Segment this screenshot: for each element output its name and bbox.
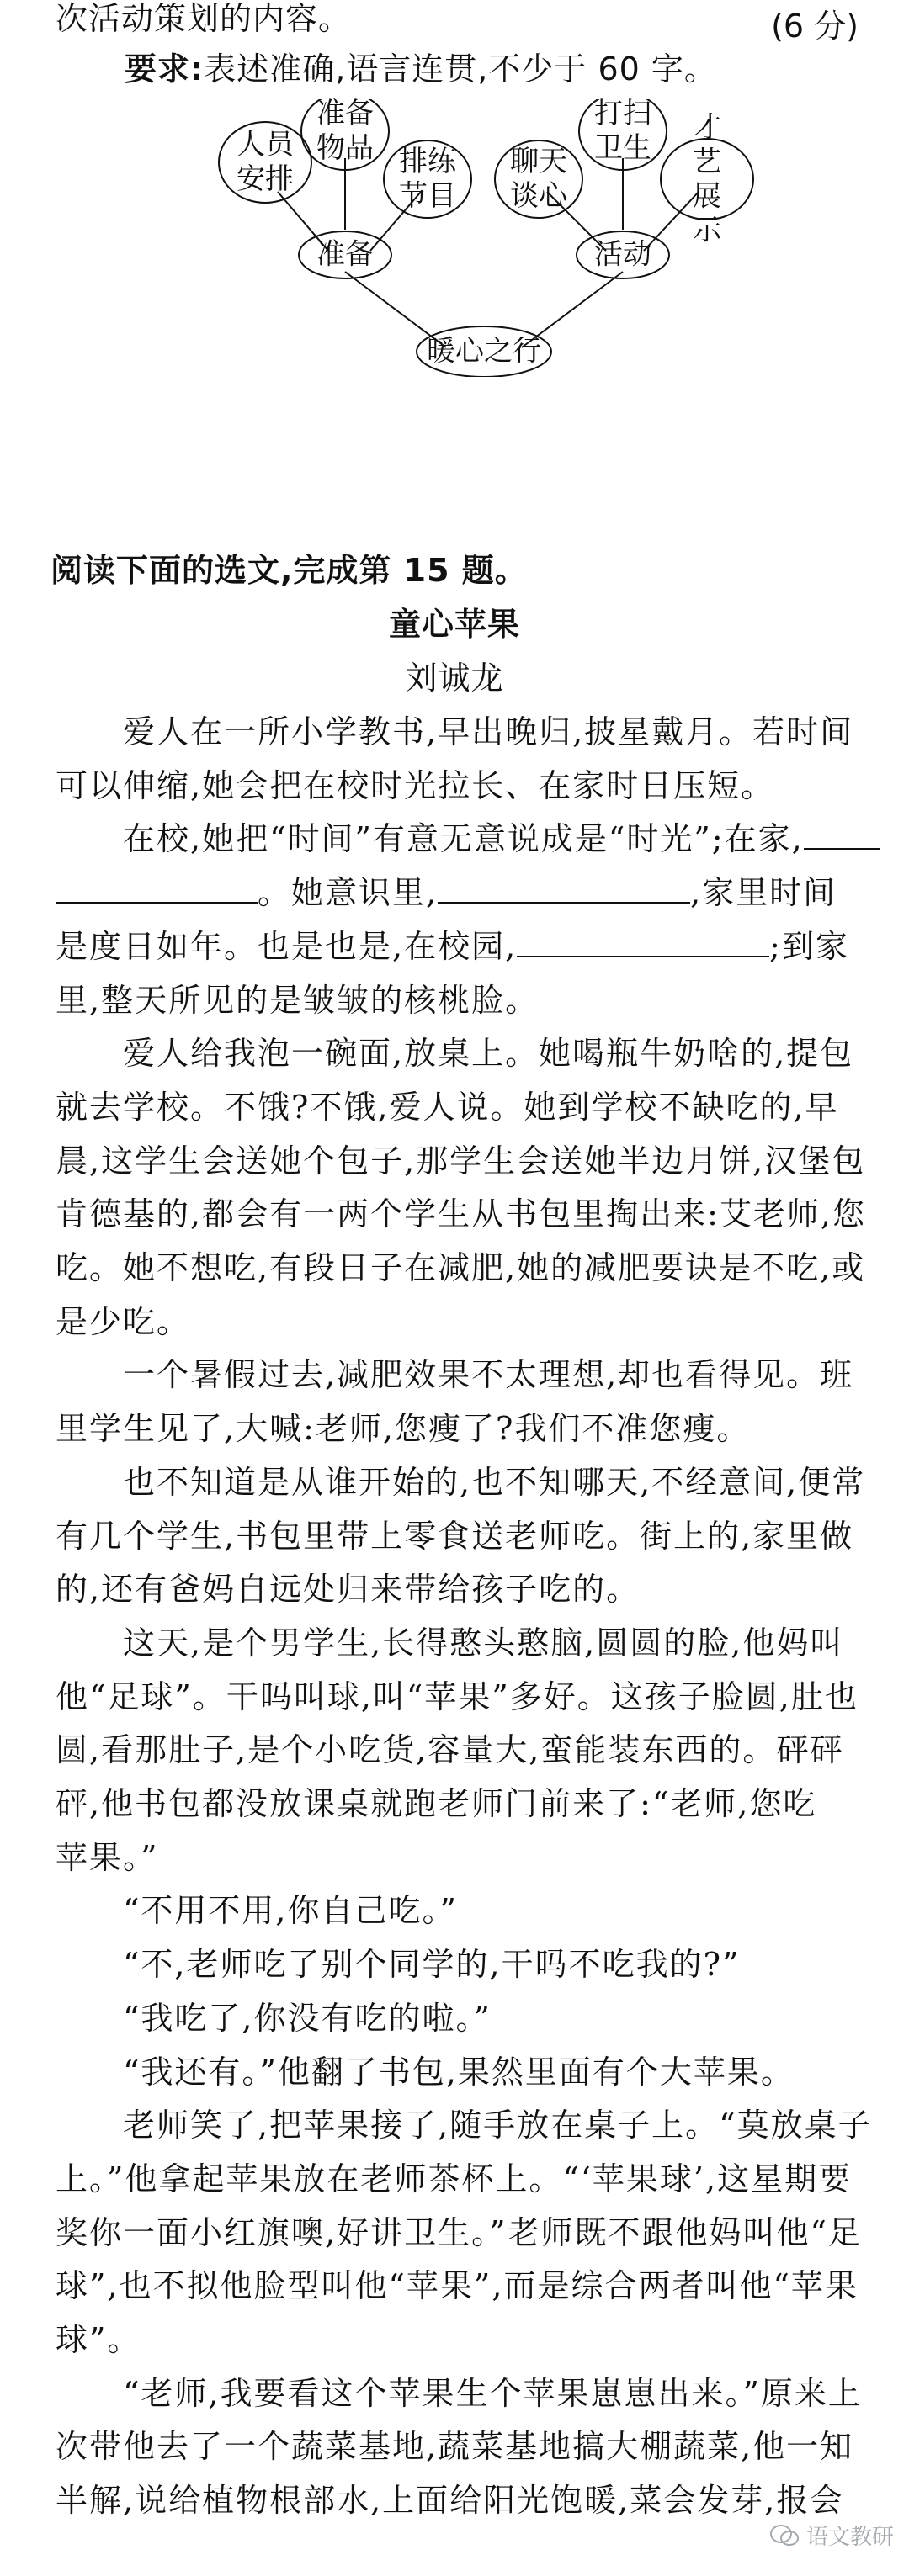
node-label-prepare: 准备 (316, 237, 374, 272)
body-line: 晨,这学生会送她个包子,那学生会送她半边月饼,汉堡包 (56, 1142, 866, 1179)
requirement-text: 表述准确,语言连贯,不少于 60 字。 (204, 50, 717, 87)
body-line: “不,老师吃了别个同学的,干吗不吃我的?” (56, 1946, 741, 1984)
body-line: 吃。她不想吃,有段日子在减肥,她的减肥要诀是不吃,或 (56, 1249, 866, 1286)
question-continuation: 次活动策划的内容。 (56, 0, 352, 37)
body-line: “我还有。”他翻了书包,果然里面有个大苹果。 (56, 2053, 795, 2091)
node-label-prepare-items: 准备 物品 (316, 97, 374, 165)
body-line: 一个暑假过去,减肥效果不太理想,却也看得见。班 (56, 1356, 854, 1394)
body-line: 次带他去了一个蔬菜基地,蔬菜基地搞大棚蔬菜,他一知 (56, 2428, 854, 2466)
body-line (56, 820, 880, 859)
body-line: 球”。 (56, 2321, 141, 2358)
node-label-staff: 人员 安排 (237, 128, 294, 196)
node-label-talent: 才艺 展示 (693, 110, 721, 247)
body-line: “不用不用,你自己吃。” (56, 1892, 458, 1930)
watermark-text: 语文教研 (805, 2525, 894, 2550)
body-line: 老师笑了,把苹果接了,随手放在桌子上。“莫放桌子 (56, 2107, 872, 2144)
body-text: ;到家 (769, 927, 849, 965)
requirement (125, 50, 717, 89)
body-line: 的,还有爸妈自远处归来带给孩子吃的。 (56, 1571, 641, 1609)
body-line: 奖你一面小红旗噢,好讲卫生。”老师既不跟他妈叫他“足 (56, 2213, 862, 2251)
watermark (769, 2520, 894, 2551)
body-line: “我吃了,你没有吃的啦。” (56, 1999, 492, 2037)
mind-map-diagram (202, 99, 758, 377)
body-text: 在校,她把“时间”有意无意说成是“时光”;在家, (56, 820, 804, 858)
body-line: 半解,说给植物根部水,上面给阳光饱暖,菜会发芽,报会 (56, 2482, 844, 2520)
article-author: 刘诚龙 (405, 660, 504, 697)
question-score: (6 分) (771, 8, 858, 45)
body-line (56, 874, 837, 913)
node-label-activity: 活动 (594, 237, 651, 272)
body-line: 圆,看那肚子,是个小吃货,容量大,蛮能装东西的。砰砰 (56, 1731, 844, 1769)
body-line: 里学生见了,大喊:老师,您瘦了?我们不准您瘦。 (56, 1410, 751, 1448)
body-text: ,家里时间 (690, 874, 837, 912)
body-line: 是少吃。 (56, 1302, 191, 1340)
body-line: 砰,他书包都没放课桌就跑老师门前来了:“老师,您吃 (56, 1785, 817, 1822)
body-line: 可以伸缩,她会把在校时光拉长、在家时日压短。 (56, 766, 775, 804)
requirement-label: 要求: (125, 50, 205, 87)
answer-blank[interactable] (438, 875, 690, 904)
body-line: 肯德基的,都会有一两个学生从书包里掏出来:艾老师,您 (56, 1195, 866, 1233)
body-line: 他“足球”。干吗叫球,叫“苹果”多好。这孩子脸圆,肚也 (56, 1678, 858, 1715)
body-line: 上。”他拿起苹果放在老师茶杯上。“‘苹果球’,这星期要 (56, 2160, 853, 2197)
body-line: 爱人在一所小学教书,早出晚归,披星戴月。若时间 (56, 713, 854, 750)
article-title: 童心苹果 (388, 606, 520, 643)
body-line: 苹果。” (56, 1838, 159, 1876)
body-line: 这天,是个男学生,长得憨头憨脑,圆圆的脸,他妈叫 (56, 1624, 844, 1662)
body-line: 里,整天所见的是皱皱的核桃脸。 (56, 981, 540, 1019)
node-label-root: 暖心之行 (427, 334, 541, 368)
body-line: 球”,也不拟他脸型叫他“苹果”,而是综合两者叫他“苹果 (56, 2267, 858, 2305)
body-line: “老师,我要看这个苹果生个苹果崽崽出来。”原来上 (56, 2374, 862, 2412)
body-text: 。她意识里, (258, 874, 439, 912)
chat-bubble-icon (769, 2523, 800, 2548)
node-label-rehearse: 排练 节目 (399, 145, 456, 213)
node-label-chat: 聊天 谈心 (510, 145, 567, 213)
answer-blank[interactable] (56, 875, 258, 904)
body-line (56, 928, 849, 967)
body-text: 是度日如年。也是也是,在校园, (56, 927, 518, 965)
body-line: 也不知道是从谁开始的,也不知哪天,不经意间,便常 (56, 1463, 866, 1501)
answer-blank[interactable] (804, 821, 880, 850)
body-line: 爱人给我泡一碗面,放桌上。她喝瓶牛奶啥的,提包 (56, 1035, 854, 1073)
body-line: 就去学校。不饿?不饿,爱人说。她到学校不缺吃的,早 (56, 1088, 839, 1126)
node-label-clean: 打扫 卫生 (594, 97, 651, 165)
answer-blank[interactable] (517, 929, 769, 957)
body-line: 有几个学生,书包里带上零食送老师吃。街上的,家里做 (56, 1517, 854, 1555)
reading-instruction: 阅读下面的选文,完成第 15 题。 (50, 552, 528, 589)
